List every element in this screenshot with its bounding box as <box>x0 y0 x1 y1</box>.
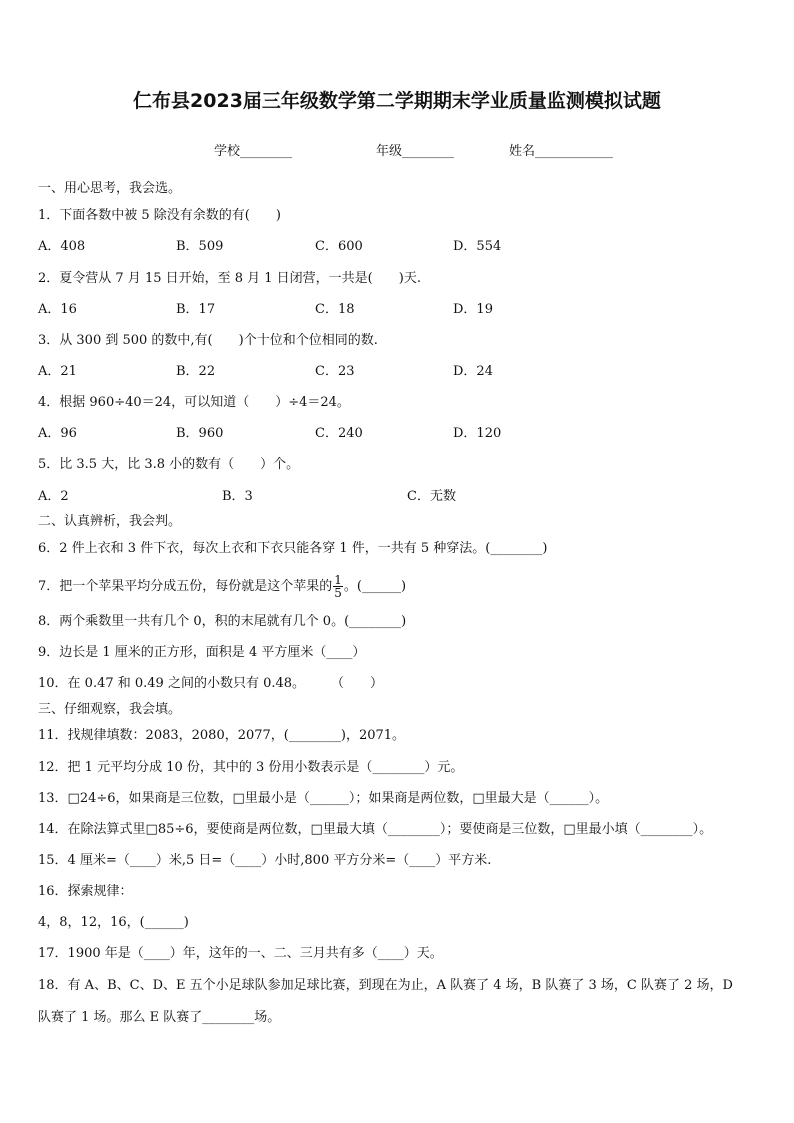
question-4: 4．根据 960÷40＝24，可以知道（ ）÷4＝24。 <box>38 395 350 410</box>
fraction-one-fifth <box>333 574 343 599</box>
q4-option-b: B．960 <box>176 426 224 441</box>
q2-option-a: A．16 <box>38 302 77 317</box>
section-heading-3: 三、仔细观察，我会填。 <box>38 702 182 717</box>
question-6: 6．2 件上衣和 3 件下衣，每次上衣和下衣只能各穿 1 件，一共有 5 种穿法。(________) <box>38 541 548 556</box>
q3-option-d: D．24 <box>453 364 493 379</box>
question-5: 5．比 3.5 大，比 3.8 小的数有（ ）个。 <box>38 457 300 472</box>
question-11: 11．找规律填数：2083，2080，2077，(________)，2071。 <box>38 728 406 743</box>
question-10: 10．在 0.47 和 0.49 之间的小数只有 0.48。 （ ） <box>38 676 384 691</box>
question-18-line-1: 18．有 A、B、C、D、E 五个小足球队参加足球比赛，到现在为止，A 队赛了 4 场，B 队赛了 3 场，C 队赛了 2 场，D <box>38 978 733 993</box>
question-2: 2．夏令营从 7 月 15 日开始，至 8 月 1 日闭营，一共是( )天. <box>38 271 421 286</box>
question-16-sequence: 4，8，12，16，(______) <box>38 915 189 930</box>
page-title: 仁布县2023届三年级数学第二学期期末学业质量监测模拟试题 <box>133 90 661 112</box>
q1-option-c: C．600 <box>315 239 363 254</box>
section-heading-1: 一、用心思考，我会选。 <box>38 181 182 196</box>
q1-option-b: B．509 <box>176 239 224 254</box>
fraction-denominator: 5 <box>334 586 342 600</box>
q4-option-c: C．240 <box>315 426 363 441</box>
question-12: 12．把 1 元平均分成 10 份，其中的 3 份用小数表示是（________）元。 <box>38 760 464 775</box>
question-9: 9．边长是 1 厘米的正方形，面积是 4 平方厘米（____） <box>38 645 366 660</box>
question-3: 3．从 300 到 500 的数中,有( )个十位和个位相同的数. <box>38 333 378 348</box>
q2-option-b: B．17 <box>176 302 216 317</box>
q3-option-b: B．22 <box>176 364 216 379</box>
school-field: 学校________ <box>214 144 293 159</box>
question-14: 14．在除法算式里□85÷6，要使商是两位数，□里最大填（________）；要使商是三位数，□里最小填（________）。 <box>38 822 713 837</box>
question-8: 8．两个乘数里一共有几个 0，积的末尾就有几个 0。(________) <box>38 614 407 629</box>
question-7 <box>38 574 406 599</box>
q1-option-d: D．554 <box>453 239 502 254</box>
question-7-text: 7．把一个苹果平均分成五份，每份就是这个苹果的 <box>38 579 333 594</box>
q3-option-c: C．23 <box>315 364 355 379</box>
q4-option-d: D．120 <box>453 426 502 441</box>
q3-option-a: A．21 <box>38 364 77 379</box>
question-1: 1．下面各数中被 5 除没有余数的有( ) <box>38 208 281 223</box>
q5-option-c: C．无数 <box>407 489 456 504</box>
q1-option-a: A．408 <box>38 239 86 254</box>
q2-option-c: C．18 <box>315 302 355 317</box>
question-16: 16．探索规律： <box>38 884 133 899</box>
q2-option-d: D．19 <box>453 302 493 317</box>
question-17: 17．1900 年是（____）年，这年的一、二、三月共有多（____）天。 <box>38 946 443 961</box>
q5-option-a: A．2 <box>38 489 69 504</box>
question-7-answer: 。(______) <box>343 579 407 594</box>
name-field: 姓名____________ <box>509 144 614 159</box>
section-heading-2: 二、认真辨析，我会判。 <box>38 514 182 529</box>
q4-option-a: A．96 <box>38 426 77 441</box>
question-15: 15．4 厘米=（____）米,5 日=（____）小时,800 平方分米=（____）平方米. <box>38 853 492 868</box>
question-18-line-2: 队赛了 1 场。那么 E 队赛了________场。 <box>38 1010 281 1025</box>
grade-field: 年级________ <box>376 144 455 159</box>
fraction-numerator: 1 <box>334 573 342 587</box>
question-13: 13．□24÷6，如果商是三位数，□里最小是（______）；如果商是两位数，□里最大是（______）。 <box>38 791 609 806</box>
q5-option-b: B．3 <box>222 489 253 504</box>
